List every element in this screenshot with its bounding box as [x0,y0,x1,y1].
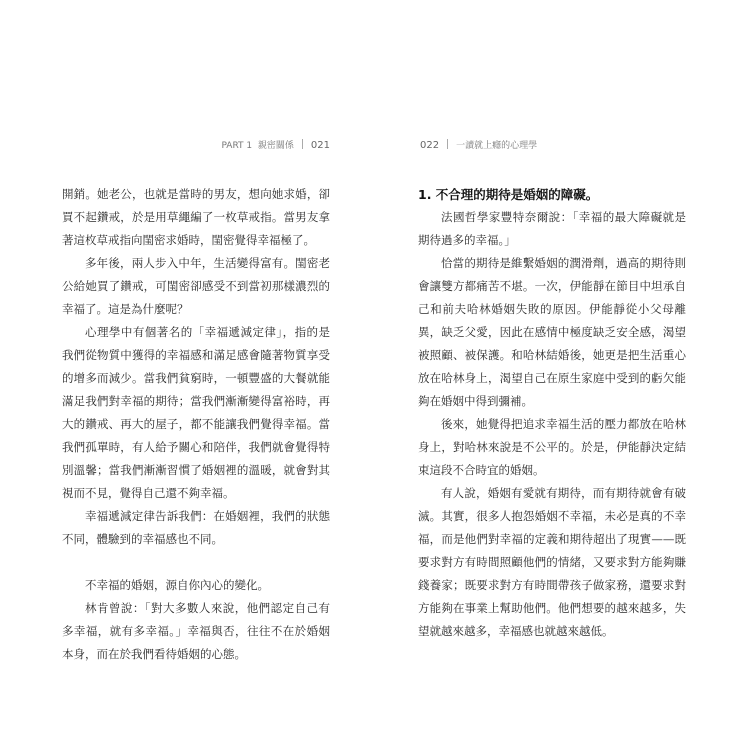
paragraph: 心理學中有個著名的「幸福遞減定律」，指的是我們從物質中獲得的幸福感和滿足感會隨著物質享受的增多而減少。當我們貧窮時，一頓豐盛的大餐就能滿足我們對幸福的期待；當我們漸漸變得富裕時，再大的鑽戒、再大的屋子，都不能讓我們覺得幸福。當我們孤單時，有人給予關心和陪伴，我們就會覺得特別溫馨；當我們漸漸習慣了婚姻裡的溫暖，就會對其視而不見，覺得自己還不夠幸福。 [62,325,330,500]
header-divider [447,139,448,149]
paragraph: 開銷。她老公，也就是當時的男友，想向她求婚，卻買不起鑽戒，於是用草繩編了一枚草戒指。當男友拿著這枚草戒指向閨密求婚時，閨密覺得幸福極了。 [62,187,330,247]
chapter-title: 親密關係 [257,141,294,151]
page-number: 022 [420,140,440,151]
paragraph: 有人說，婚姻有愛就有期待，而有期待就會有破滅。其實，很多人抱怨婚姻不幸福，未必是真的不幸福，而是他們對幸福的定義和期待超出了現實——既要求對方有時間照顧他們的情緒，又要求對方能夠賺錢養家；既要求對方有時間帶孩子做家務，還要求對方能夠在事業上幫助他們。他們想要的越來越多，失望就越來越多，幸福感也就越來越低。 [418,486,686,638]
part-label: PART 1 [221,141,253,151]
paragraph: 多年後，兩人步入中年，生活變得富有。閨密老公給她買了鑽戒，可閨密卻感受不到當初那樣濃烈的幸福了。這是為什麼呢？ [62,256,330,316]
left-page-header [221,138,330,151]
paragraph-gap [62,551,330,574]
header-divider [302,139,303,149]
right-page-header [420,138,537,151]
page-number: 021 [310,140,330,151]
paragraph: 幸福遞減定律告訴我們：在婚姻裡，我們的狀態不同，體驗到的幸福感也不同。 [62,509,330,546]
right-page-body [418,183,686,643]
paragraph: 後來，她覺得把追求幸福生活的壓力都放在哈林身上，對哈林來說是不公平的。於是，伊能靜決定結束這段不合時宜的婚姻。 [418,417,686,477]
paragraph: 林肯曾說：「對大多數人來說，他們認定自己有多幸福，就有多幸福。」幸福與否，往往不在於婚姻本身，而在於我們看待婚姻的心態。 [62,601,330,661]
paragraph: 法國哲學家豐特奈爾說：「幸福的最大障礙就是期待過多的幸福。」 [418,210,686,247]
section-heading: 1. 不合理的期待是婚姻的障礙。 [418,187,599,202]
right-page [375,0,750,750]
book-title: 一讀就上癮的心理學 [456,141,538,151]
left-page-body [62,183,330,666]
paragraph: 恰當的期待是維繫婚姻的潤滑劑，過高的期待則會讓雙方都痛苦不堪。一次，伊能靜在節目中坦承自己和前夫哈林婚姻失敗的原因。伊能靜從小父母離異，缺乏父愛，因此在感情中極度缺乏安全感，渴望被照顧、被保護。和哈林結婚後，她更是把生活重心放在哈林身上，渴望自己在原生家庭中受到的虧欠能夠在婚姻中得到彌補。 [418,256,686,408]
paragraph: 不幸福的婚姻，源自你內心的變化。 [85,578,269,592]
